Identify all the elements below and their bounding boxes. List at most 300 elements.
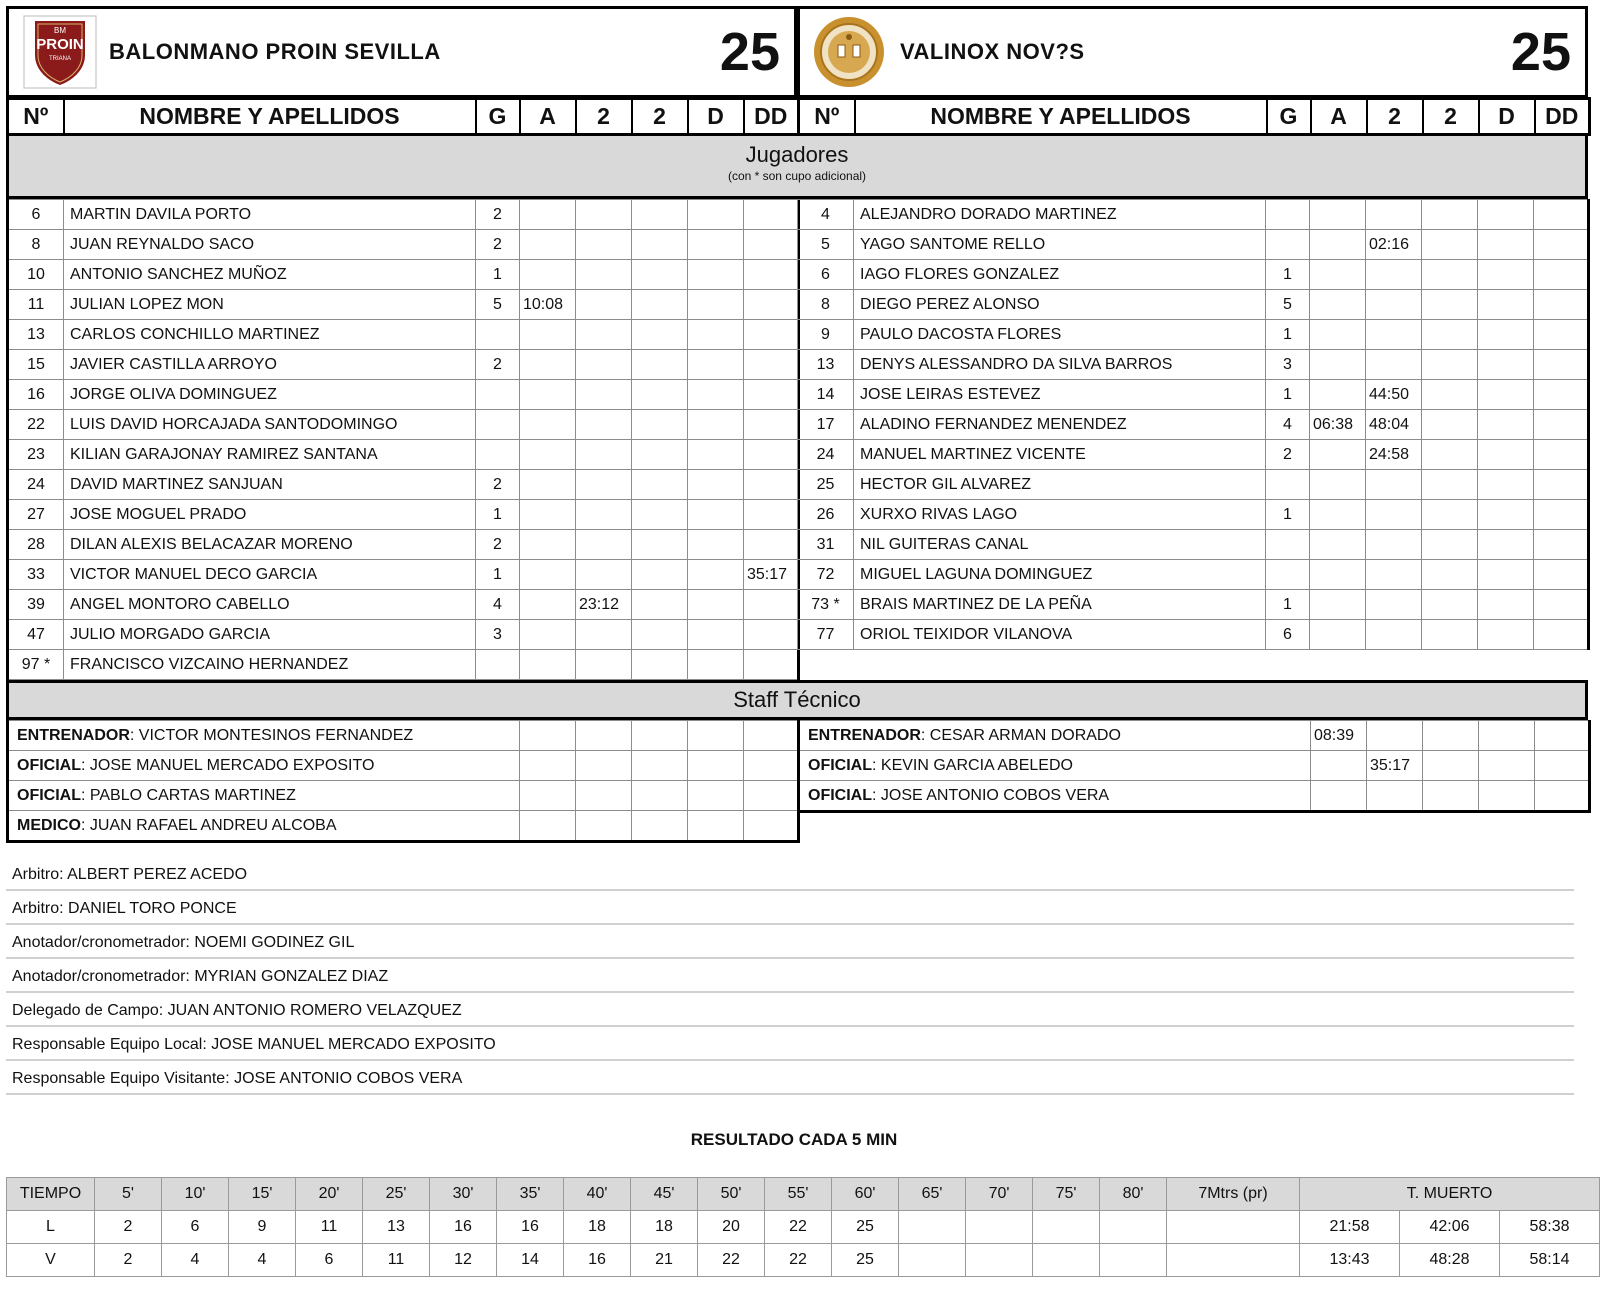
player-row [798,260,1589,290]
results-score-cell: 2 [95,1211,162,1244]
player-disqualification [688,260,744,290]
home-staff-table [6,720,800,843]
results-title: RESULTADO CADA 5 MIN [690,1130,898,1149]
results-header-cell: 45' [631,1178,698,1211]
player-goals: 2 [476,530,520,560]
player-name: PAULO DACOSTA FLORES [854,320,1266,350]
player-disqualification [1478,380,1534,410]
player-suspension-1 [576,410,632,440]
results-score-cell [966,1244,1033,1277]
staff-name: : JOSE ANTONIO COBOS VERA [872,786,1110,804]
results-score-cell: 18 [631,1211,698,1244]
player-warning [520,590,576,620]
staff-d-cell [1479,781,1535,812]
player-warning [520,200,576,230]
staff-d-cell [688,781,744,811]
staff-t2-cell [1423,751,1479,781]
official-line: Responsable Equipo Local: JOSE MANUEL MERCADO EXPOSITO [6,1028,1574,1061]
staff-a-cell [520,781,576,811]
player-warning [520,380,576,410]
staff-member [8,721,520,751]
home-team-logo [23,15,97,89]
staff-t2-cell [632,811,688,842]
player-suspension-1: 48:04 [1366,410,1422,440]
results-row [7,1211,1600,1244]
player-disqualification-report [744,590,799,620]
col-disqualification-report: DD [1535,99,1590,135]
player-suspension-2 [1422,260,1478,290]
player-warning [1310,560,1366,590]
player-goals [476,440,520,470]
player-name: ORIOL TEIXIDOR VILANOVA [854,620,1266,650]
staff-a-cell [520,811,576,842]
player-number: 16 [8,380,64,410]
player-number: 73 * [798,590,854,620]
player-row [8,530,799,560]
player-row [798,530,1589,560]
player-number: 6 [798,260,854,290]
player-disqualification-report [744,230,799,260]
results-score-cell: 21 [631,1244,698,1277]
staff-d-cell [1479,721,1535,751]
player-number: 11 [8,290,64,320]
player-name: ANTONIO SANCHEZ MUÑOZ [64,260,476,290]
player-suspension-1 [1366,500,1422,530]
player-goals [476,380,520,410]
col-suspension-2: 2 [1423,99,1479,135]
results-score-cell [1100,1244,1167,1277]
player-suspension-2 [632,440,688,470]
player-number: 33 [8,560,64,590]
player-name: MANUEL MARTINEZ VICENTE [854,440,1266,470]
player-disqualification [1478,440,1534,470]
player-suspension-2 [632,320,688,350]
player-row [8,410,799,440]
player-goals [476,410,520,440]
player-goals: 6 [1266,620,1310,650]
player-suspension-1 [1366,200,1422,230]
player-row [798,410,1589,440]
player-disqualification-report [744,290,799,320]
results-score-cell: 2 [95,1244,162,1277]
player-number: 9 [798,320,854,350]
timeout-cell: 21:58 [1300,1211,1400,1244]
results-table [6,1177,1600,1277]
staff-name: : CESAR ARMAN DORADO [920,726,1121,744]
player-number: 10 [8,260,64,290]
results-score-cell: 16 [430,1211,497,1244]
player-row [8,230,799,260]
player-number: 8 [8,230,64,260]
player-name: ALEJANDRO DORADO MARTINEZ [854,200,1266,230]
results-score-cell [899,1211,966,1244]
player-suspension-1 [576,440,632,470]
player-row [8,290,799,320]
staff-section-title: Staff Técnico [733,687,861,712]
player-suspension-2 [632,500,688,530]
player-disqualification [1478,470,1534,500]
timeout-cell: 48:28 [1400,1244,1500,1277]
player-disqualification [688,590,744,620]
player-name: NIL GUITERAS CANAL [854,530,1266,560]
player-disqualification-report [1534,530,1589,560]
timeout-cell: 58:14 [1500,1244,1600,1277]
results-header-cell: 20' [296,1178,363,1211]
staff-row [799,751,1590,781]
col-name: NOMBRE Y APELLIDOS [64,99,476,135]
player-suspension-1 [1366,560,1422,590]
results-score-cell: 4 [162,1244,229,1277]
player-name: JULIAN LOPEZ MON [64,290,476,320]
home-players-table [6,199,800,680]
player-disqualification-report [1534,380,1589,410]
player-disqualification-report [1534,440,1589,470]
player-suspension-1 [576,470,632,500]
player-suspension-2 [1422,500,1478,530]
player-goals: 5 [1266,290,1310,320]
player-suspension-2 [1422,290,1478,320]
player-suspension-2 [632,290,688,320]
col-suspension-1: 2 [1367,99,1423,135]
player-warning [1310,350,1366,380]
player-disqualification-report: 35:17 [744,560,799,590]
player-row [8,440,799,470]
player-disqualification [688,200,744,230]
player-suspension-2 [1422,380,1478,410]
player-disqualification-report [1534,350,1589,380]
player-warning: 10:08 [520,290,576,320]
col-goals: G [1267,99,1311,135]
player-suspension-1 [576,290,632,320]
results-score-cell: 18 [564,1211,631,1244]
players-section-title: Jugadores [745,142,849,167]
staff-t1-cell [576,811,632,842]
player-goals: 1 [1266,380,1310,410]
player-row [8,560,799,590]
player-goals: 3 [476,620,520,650]
results-row [7,1244,1600,1277]
player-suspension-2 [632,200,688,230]
staff-t1-cell: 35:17 [1367,751,1423,781]
player-suspension-1 [576,260,632,290]
player-goals [476,320,520,350]
results-header-cell: 25' [363,1178,430,1211]
player-suspension-2 [632,260,688,290]
player-warning [1310,500,1366,530]
player-suspension-2 [632,530,688,560]
results-header-cell: 15' [229,1178,296,1211]
player-goals: 2 [476,200,520,230]
staff-dd-cell [1535,751,1590,781]
player-disqualification [688,410,744,440]
staff-member [799,781,1311,812]
staff-t1-cell [1367,781,1423,812]
player-disqualification [688,350,744,380]
results-team-label: V [7,1244,95,1277]
home-logo-sub-text: TRIANA [48,56,71,62]
player-disqualification [688,530,744,560]
player-disqualification [1478,590,1534,620]
player-disqualification-report [744,650,799,680]
results-score-cell [1167,1244,1300,1277]
player-suspension-1 [576,230,632,260]
player-disqualification-report [1534,620,1589,650]
player-row [8,260,799,290]
player-suspension-1: 44:50 [1366,380,1422,410]
player-suspension-1 [576,620,632,650]
results-score-cell [1100,1211,1167,1244]
player-name: JUAN REYNALDO SACO [64,230,476,260]
staff-role: OFICIAL [17,756,81,774]
player-number: 28 [8,530,64,560]
player-goals: 2 [476,350,520,380]
staff-role: ENTRENADOR [808,726,921,744]
player-suspension-1 [1366,260,1422,290]
player-warning [520,500,576,530]
timeout-cell: 13:43 [1300,1244,1400,1277]
results-header-cell: 7Mtrs (pr) [1167,1178,1300,1211]
staff-a-cell: 08:39 [1311,721,1367,751]
player-suspension-1 [576,350,632,380]
player-row [798,560,1589,590]
player-disqualification-report [1534,410,1589,440]
col-goals: G [476,99,520,135]
player-suspension-1 [576,380,632,410]
official-line: Anotador/cronometrador: MYRIAN GONZALEZ DIAZ [6,960,1574,993]
staff-name: : VICTOR MONTESINOS FERNANDEZ [129,726,414,744]
player-goals: 1 [1266,260,1310,290]
player-name: YAGO SANTOME RELLO [854,230,1266,260]
player-warning [520,410,576,440]
col-name: NOMBRE Y APELLIDOS [855,99,1267,135]
player-name: FRANCISCO VIZCAINO HERNANDEZ [64,650,476,680]
home-column-header [6,97,800,136]
player-suspension-2 [632,350,688,380]
player-suspension-2 [632,410,688,440]
player-suspension-2 [1422,440,1478,470]
player-name: DILAN ALEXIS BELACAZAR MORENO [64,530,476,560]
results-header-cell: 60' [832,1178,899,1211]
player-disqualification-report [1534,260,1589,290]
player-warning [520,650,576,680]
player-number: 13 [798,350,854,380]
col-number: Nº [8,99,64,135]
results-score-cell: 11 [296,1211,363,1244]
staff-dd-cell [1535,781,1590,812]
player-disqualification-report [1534,320,1589,350]
player-disqualification [688,440,744,470]
player-number: 23 [8,440,64,470]
player-suspension-1 [576,530,632,560]
results-team-label: L [7,1211,95,1244]
player-suspension-1 [1366,590,1422,620]
staff-name: : JOSE MANUEL MERCADO EXPOSITO [81,756,375,774]
player-suspension-1 [1366,290,1422,320]
player-number: 8 [798,290,854,320]
player-suspension-2 [632,650,688,680]
player-disqualification-report [1534,470,1589,500]
staff-t2-cell [632,721,688,751]
player-disqualification [1478,260,1534,290]
staff-d-cell [688,811,744,842]
player-goals: 5 [476,290,520,320]
staff-name: : KEVIN GARCIA ABELEDO [872,756,1073,774]
player-name: DENYS ALESSANDRO DA SILVA BARROS [854,350,1266,380]
results-header-cell: 5' [95,1178,162,1211]
player-row [8,650,799,680]
results-score-cell: 11 [363,1244,430,1277]
player-name: JULIO MORGADO GARCIA [64,620,476,650]
player-name: JOSE MOGUEL PRADO [64,500,476,530]
player-disqualification-report [744,620,799,650]
player-disqualification-report [744,320,799,350]
staff-t1-cell [576,751,632,781]
player-row [798,350,1589,380]
results-header-cell: 70' [966,1178,1033,1211]
staff-dd-cell [744,721,799,751]
player-warning [520,320,576,350]
results-score-cell: 6 [162,1211,229,1244]
staff-dd-cell [744,781,799,811]
col-disqualification-report: DD [744,99,799,135]
player-row [8,470,799,500]
player-row [8,350,799,380]
player-suspension-2 [1422,590,1478,620]
staff-t2-cell [1423,781,1479,812]
player-disqualification [1478,500,1534,530]
player-disqualification [688,620,744,650]
player-warning [1310,230,1366,260]
results-header-cell: 30' [430,1178,497,1211]
player-disqualification [1478,230,1534,260]
official-line: Anotador/cronometrador: NOEMI GODINEZ GIL [6,926,1574,959]
staff-role: OFICIAL [808,756,872,774]
staff-t2-cell [632,781,688,811]
player-disqualification [1478,200,1534,230]
col-warning: A [1311,99,1367,135]
player-row [8,590,799,620]
player-row [798,380,1589,410]
player-goals: 3 [1266,350,1310,380]
player-disqualification [1478,620,1534,650]
results-score-cell [1033,1211,1100,1244]
player-warning [520,440,576,470]
player-number: 14 [798,380,854,410]
player-warning [1310,590,1366,620]
player-name: KILIAN GARAJONAY RAMIREZ SANTANA [64,440,476,470]
player-disqualification-report [744,350,799,380]
player-goals [1266,200,1310,230]
results-score-cell: 16 [497,1211,564,1244]
player-warning [1310,320,1366,350]
player-disqualification [688,560,744,590]
player-disqualification-report [744,500,799,530]
player-name: VICTOR MANUEL DECO GARCIA [64,560,476,590]
col-number: Nº [799,99,855,135]
player-goals: 1 [476,560,520,590]
col-disqualification: D [1479,99,1535,135]
player-warning [1310,260,1366,290]
results-score-cell: 22 [698,1244,765,1277]
player-row [8,620,799,650]
player-disqualification [688,290,744,320]
home-team-score: 25 [719,22,780,82]
results-score-cell: 22 [765,1211,832,1244]
away-team-name: VALINOX NOV?S [900,39,1085,64]
player-disqualification [688,500,744,530]
results-header-cell: 50' [698,1178,765,1211]
player-suspension-2 [632,590,688,620]
player-suspension-2 [1422,200,1478,230]
staff-dd-cell [744,751,799,781]
player-disqualification-report [744,200,799,230]
player-warning [1310,530,1366,560]
player-goals: 1 [476,500,520,530]
player-row [798,620,1589,650]
player-name: MARTIN DAVILA PORTO [64,200,476,230]
player-suspension-1: 23:12 [576,590,632,620]
player-name: ALADINO FERNANDEZ MENENDEZ [854,410,1266,440]
player-warning [1310,200,1366,230]
staff-a-cell [520,751,576,781]
player-disqualification-report [1534,560,1589,590]
results-header-cell: 40' [564,1178,631,1211]
player-suspension-1 [1366,470,1422,500]
player-disqualification [688,650,744,680]
staff-section-header [6,680,1588,720]
staff-role: OFICIAL [808,786,872,804]
player-suspension-1 [576,650,632,680]
player-suspension-1 [576,320,632,350]
player-suspension-1 [1366,530,1422,560]
results-score-cell: 14 [497,1244,564,1277]
players-section-note: (con * son cupo adicional) [727,169,867,183]
staff-dd-cell [744,811,799,842]
staff-member [8,781,520,811]
player-disqualification-report [1534,290,1589,320]
player-name: IAGO FLORES GONZALEZ [854,260,1266,290]
results-score-cell: 20 [698,1211,765,1244]
player-number: 13 [8,320,64,350]
player-disqualification [688,320,744,350]
away-team-score: 25 [1510,22,1571,82]
timeout-cell: 58:38 [1500,1211,1600,1244]
staff-member [799,721,1311,751]
player-suspension-2 [632,620,688,650]
player-goals [1266,230,1310,260]
player-name: BRAIS MARTINEZ DE LA PEÑA [854,590,1266,620]
staff-row [8,721,799,751]
player-name: LUIS DAVID HORCAJADA SANTODOMINGO [64,410,476,440]
player-suspension-1 [576,200,632,230]
player-warning [520,260,576,290]
player-disqualification [1478,560,1534,590]
results-score-cell [966,1211,1033,1244]
player-row [798,500,1589,530]
timeout-cell: 42:06 [1400,1211,1500,1244]
player-number: 24 [798,440,854,470]
staff-t1-cell [1367,721,1423,751]
staff-d-cell [688,751,744,781]
official-line: Responsable Equipo Visitante: JOSE ANTONIO COBOS VERA [6,1062,1574,1095]
player-warning [1310,290,1366,320]
player-warning [520,530,576,560]
staff-role: ENTRENADOR [17,726,130,744]
player-number: 26 [798,500,854,530]
player-warning [1310,470,1366,500]
staff-t2-cell [1423,721,1479,751]
player-row [8,380,799,410]
